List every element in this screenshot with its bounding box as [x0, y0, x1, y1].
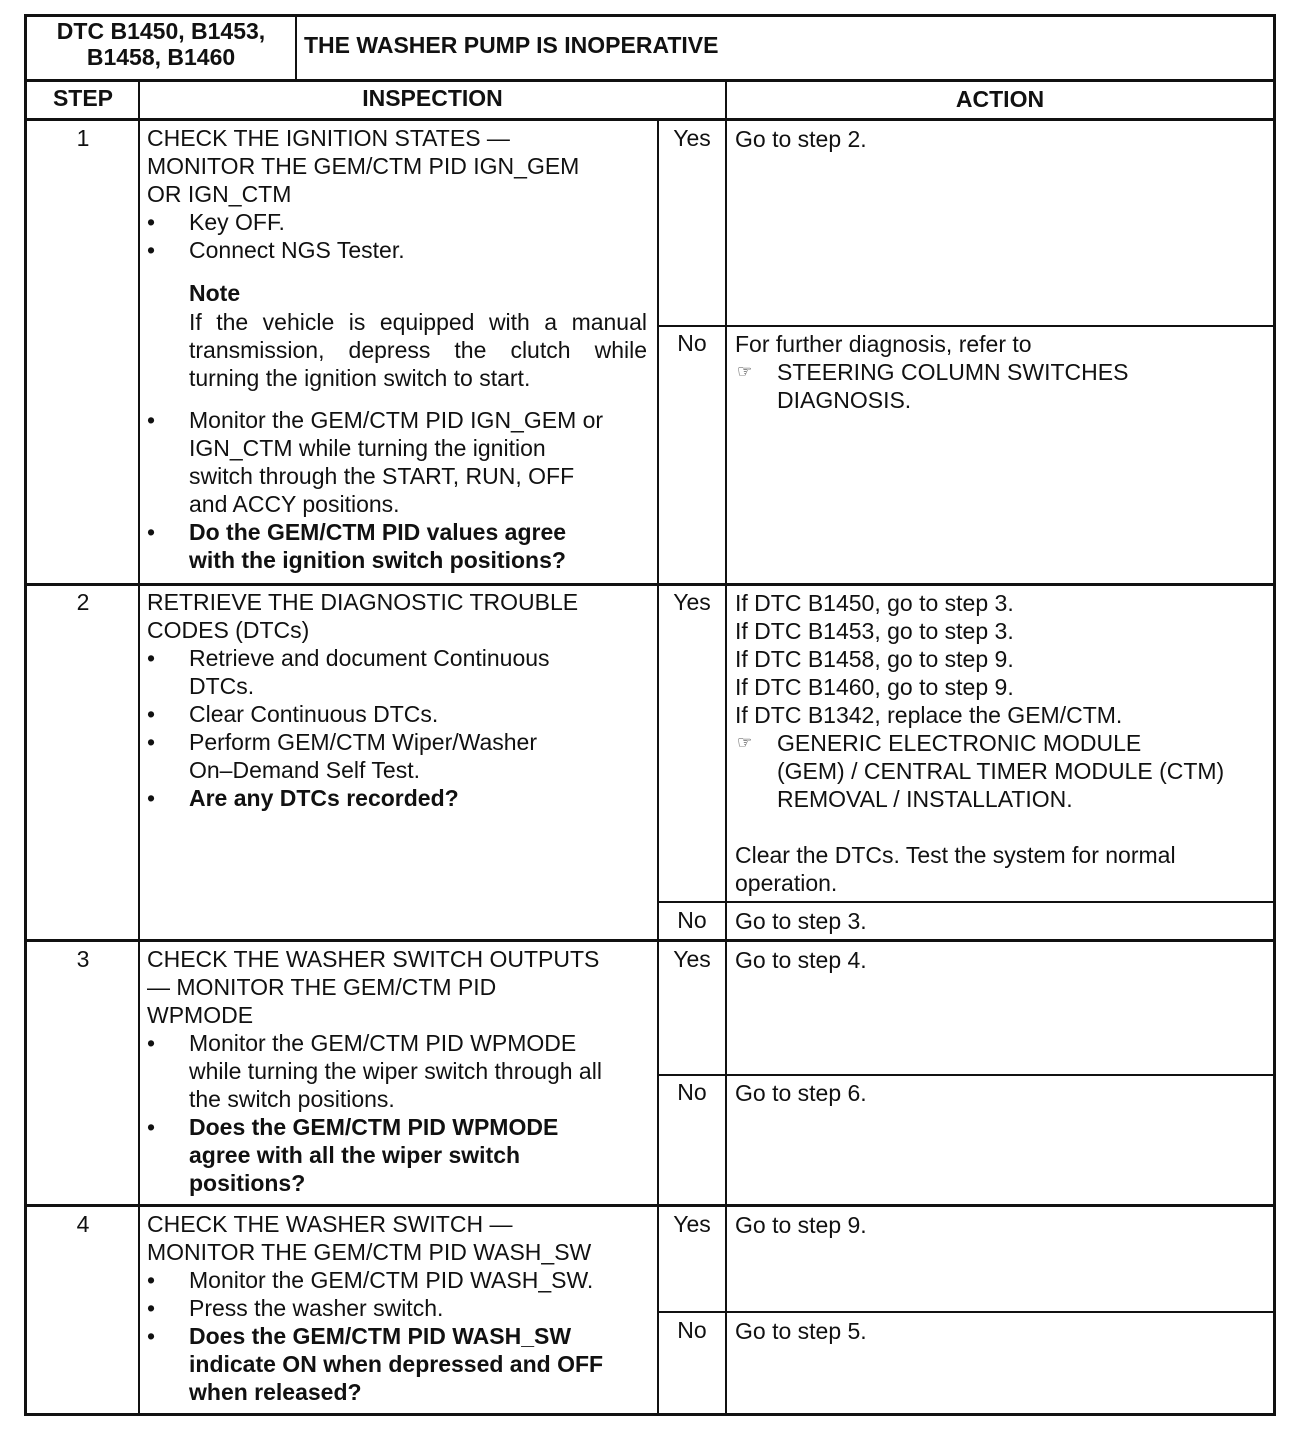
question-text: Do the GEM/CTM PID values agree	[189, 519, 567, 545]
bullet-text: Retrieve and document Continuous	[189, 645, 550, 671]
step-number: 4	[76, 1211, 90, 1237]
yes-label: Yes	[673, 1211, 711, 1237]
bullet-text: while turning the wiper switch through all	[189, 1058, 602, 1084]
yes-label: Yes	[673, 125, 711, 151]
reference-text: DIAGNOSIS.	[777, 387, 912, 413]
step-title-line: CHECK THE WASHER SWITCH OUTPUTS	[147, 946, 600, 972]
no-action: Go to step 3.	[735, 908, 867, 934]
column-header-action: ACTION	[955, 86, 1045, 112]
bullet-icon: •	[147, 701, 156, 727]
yes-action: Go to step 4.	[735, 947, 867, 973]
note-title: Note	[189, 280, 241, 306]
bullet-icon: •	[147, 729, 156, 755]
bullet-text: Connect NGS Tester.	[189, 237, 405, 263]
no-label: No	[677, 1079, 707, 1105]
bullet-text: Press the washer switch.	[189, 1295, 444, 1321]
yes-action: If DTC B1342, replace the GEM/CTM.	[735, 702, 1123, 728]
reference-text: (GEM) / CENTRAL TIMER MODULE (CTM)	[777, 758, 1225, 784]
question-text: Are any DTCs recorded?	[189, 785, 459, 811]
step-title-line: CHECK THE WASHER SWITCH —	[147, 1211, 513, 1237]
no-label: No	[677, 907, 707, 933]
yes-label: Yes	[673, 589, 711, 615]
yes-action-followup: Clear the DTCs. Test the system for normal	[735, 842, 1176, 868]
step-title-line: OR IGN_CTM	[147, 181, 292, 207]
reference-icon: ☞	[737, 733, 753, 752]
reference-text: REMOVAL / INSTALLATION.	[777, 786, 1073, 812]
bullet-text: IGN_CTM while turning the ignition	[189, 435, 546, 461]
reference-icon: ☞	[737, 362, 753, 381]
bullet-icon: •	[147, 407, 156, 433]
dtc-code-cell: DTC B1450, B1453, B1458, B1460	[56, 18, 266, 70]
bullet-text: Monitor the GEM/CTM PID IGN_GEM or	[189, 407, 604, 433]
question-text: positions?	[189, 1170, 306, 1196]
step-title-line: CHECK THE IGNITION STATES —	[147, 125, 510, 151]
yes-action: If DTC B1460, go to step 9.	[735, 674, 1014, 700]
bullet-icon: •	[147, 1323, 156, 1349]
step-number: 3	[76, 946, 90, 972]
bullet-text: the switch positions.	[189, 1086, 395, 1112]
no-action: For further diagnosis, refer to	[735, 331, 1032, 357]
step-title-line: CODES (DTCs)	[147, 617, 310, 643]
column-header-inspection: INSPECTION	[362, 85, 503, 111]
no-label: No	[677, 1317, 707, 1343]
question-text: Does the GEM/CTM PID WPMODE	[189, 1114, 559, 1140]
bullet-icon: •	[147, 645, 156, 671]
bullet-text: Clear Continuous DTCs.	[189, 701, 439, 727]
bullet-icon: •	[147, 1267, 156, 1293]
bullet-text: and ACCY positions.	[189, 491, 400, 517]
reference-text: STEERING COLUMN SWITCHES	[777, 359, 1129, 385]
bullet-icon: •	[147, 237, 156, 263]
question-text: Does the GEM/CTM PID WASH_SW	[189, 1323, 572, 1349]
bullet-text: Monitor the GEM/CTM PID WASH_SW.	[189, 1267, 594, 1293]
bullet-icon: •	[147, 1114, 156, 1140]
bullet-icon: •	[147, 1295, 156, 1321]
bullet-icon: •	[147, 519, 156, 545]
note-text: If the vehicle is equipped with a manual transmission, depress the clutch while turning the ignition switch to start.	[189, 309, 647, 391]
step-number: 1	[76, 125, 90, 151]
page-title: THE WASHER PUMP IS INOPERATIVE	[304, 32, 719, 58]
no-action: Go to step 5.	[735, 1318, 867, 1344]
question-text: agree with all the wiper switch	[189, 1142, 521, 1168]
bullet-icon: •	[147, 1030, 156, 1056]
bullet-icon: •	[147, 209, 156, 235]
bullet-text: switch through the START, RUN, OFF	[189, 463, 575, 489]
step-number: 2	[76, 589, 90, 615]
question-text: when released?	[189, 1379, 362, 1405]
step-title-line: WPMODE	[147, 1002, 254, 1028]
yes-action: Go to step 9.	[735, 1212, 867, 1238]
bullet-text: On–Demand Self Test.	[189, 757, 420, 783]
question-text: indicate ON when depressed and OFF	[189, 1351, 604, 1377]
question-text: with the ignition switch positions?	[189, 547, 566, 573]
yes-action: If DTC B1453, go to step 3.	[735, 618, 1014, 644]
reference-text: GENERIC ELECTRONIC MODULE	[777, 730, 1142, 756]
yes-action-followup: operation.	[735, 870, 838, 896]
bullet-icon: •	[147, 785, 156, 811]
bullet-text: Perform GEM/CTM Wiper/Washer	[189, 729, 538, 755]
yes-action: If DTC B1458, go to step 9.	[735, 646, 1014, 672]
step-title-line: — MONITOR THE GEM/CTM PID	[147, 974, 497, 1000]
column-header-step: STEP	[52, 85, 114, 111]
bullet-text: Key OFF.	[189, 209, 285, 235]
yes-action: If DTC B1450, go to step 3.	[735, 590, 1014, 616]
no-label: No	[677, 330, 707, 356]
bullet-text: DTCs.	[189, 673, 255, 699]
yes-label: Yes	[673, 946, 711, 972]
step-title-line: RETRIEVE THE DIAGNOSTIC TROUBLE	[147, 589, 579, 615]
bullet-text: Monitor the GEM/CTM PID WPMODE	[189, 1030, 577, 1056]
step-title-line: MONITOR THE GEM/CTM PID WASH_SW	[147, 1239, 592, 1265]
no-action: Go to step 6.	[735, 1080, 867, 1106]
yes-action: Go to step 2.	[735, 126, 867, 152]
step-title-line: MONITOR THE GEM/CTM PID IGN_GEM	[147, 153, 580, 179]
